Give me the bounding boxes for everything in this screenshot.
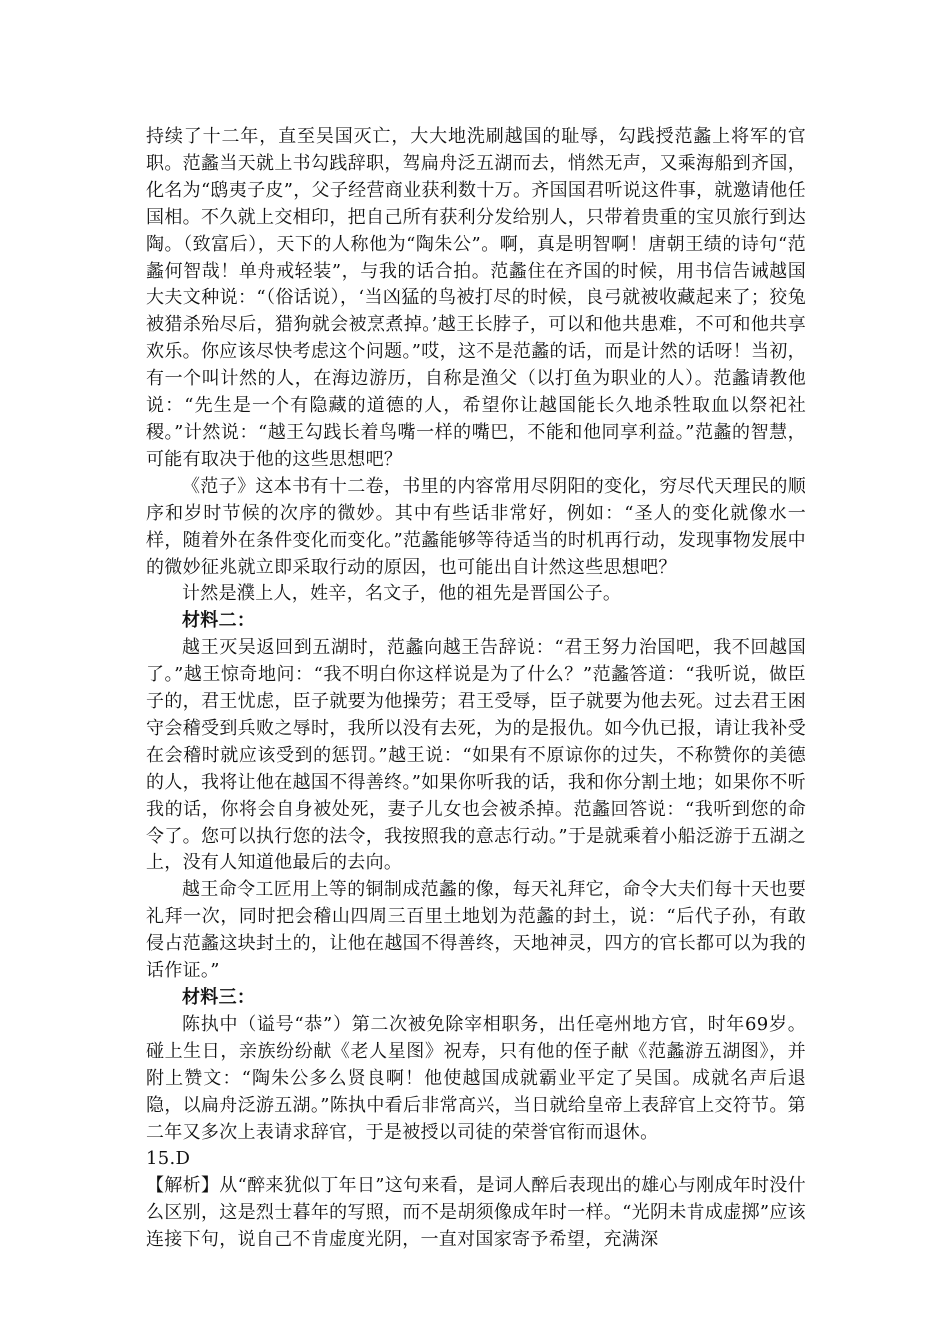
document-body (146, 124, 806, 1254)
material-two-heading: 材料二： (182, 610, 256, 632)
answer-label: 15.D (146, 1148, 191, 1170)
material-three-heading: 材料三： (182, 987, 256, 1008)
paragraph-jiran-origin: 计然是濮上人，姓辛，名文子，他的祖先是晋国公子。 (182, 583, 622, 605)
paragraph-fan-li-retirement: 持续了十二年，直至吴国灭亡，大大地洗刷越国的耻辱，勾践授范蠡上将军的官职。范蠡当天就上书勾践辞职，驾扁舟泛五湖而去，悄然无声，又乘海船到齐国，化名为“鸱夷子皮”，父子经营商业获利数十万。齐国国君听说这件事，就邀请他任国相。不久就上交相印，把自己所有获利分发给别人，只带着贵重的宝贝旅行到达陶。（致富后），天下的人称他为“陶朱公”。啊，真是明智啊！唐朝王绩的诗句“范蠡何智哉！单舟戒轻装”，与我的话合拍。范蠡住在齐国的时候，用书信告诫越国大夫文种说：“（俗话说），‘当凶猛的鸟被打尽的时候，良弓就被收藏起来了；狡兔被猎杀殆尽后，猎狗就会被烹煮掉。’越王长脖子，可以和他共患难，不可和他共享欢乐。你应该尽快考虑这个问题。”哎，这不是范蠡的话，而是计然的话呀！当初，有一个叫计然的人，在海边游历，自称是渔父（以打鱼为职业的人）。范蠡请教他说：“先生是一个有隐藏的道德的人，希望你让越国能长久地杀牲取血以祭祀社稷。”计然说：“越王勾践长着鸟嘴一样的嘴巴，不能和他同享利益。”范蠡的智慧，可能有取决于他的这些思想吧？ (146, 126, 806, 470)
paragraph-fanzi-book: 《范子》这本书有十二卷，书里的内容常用尽阴阳的变化，穷尽代天理民的顺序和岁时节候的次序的微妙。其中有些话非常好，例如：“圣人的变化就像水一样，随着外在条件变化而变化。”范蠡能够等待适当的时机再行动，发现事物发展中的微妙征兆就立即采取行动的原因，也可能出自计然这些思想吧？ (146, 475, 806, 578)
paragraph-chen-zhizhong: 陈执中（谥号“恭”）第二次被免除宰相职务，出任亳州地方官，时年69岁。碰上生日，亲族纷纷献《老人星图》祝寿，只有他的侄子献《范蠡游五湖图》，并附上赞文：“陶朱公多么贤良啊！他使越国成就霸业平定了吴国。成就名声后退隐，以扁舟泛游五湖。”陈执中看后非常高兴，当日就给皇帝上表辞官上交符节。第二年又多次上表请求辞官，于是被授以司徒的荣誉官衔而退休。 (146, 1013, 806, 1143)
paragraph-farewell: 越王灭吴返回到五湖时，范蠡向越王告辞说：“君王努力治国吧，我不回越国了。”越王惊奇地问：“我不明白你这样说是为了什么？”范蠡答道：“我听说，做臣子的，君王忧虑，臣子就要为他操劳；君王受辱，臣子就要为他去死。过去君王困守会稽受到兵败之辱时，我所以没有去死，为的是报仇。如今仇已报，请让我补受在会稽时就应该受到的惩罚。”越王说：“如果有不原谅你的过失，不称赞你的美德的人，我将让他在越国不得善终。”如果你听我的话，我和你分割土地；如果你不听我的话，你将会自身被处死，妻子儿女也会被杀掉。范蠡回答说：“我听到您的命令了。您可以执行您的法令，我按照我的意志行动。”于是就乘着小船泛游于五湖之上，没有人知道他最后的去向。 (146, 637, 806, 874)
analysis-paragraph: 【解析】从“醉来犹似丁年日”这句来看，是词人醉后表现出的雄心与刚成年时没什么区别，这是烈士暮年的写照，而不是胡须像成年时一样。“光阴未肯成虚掷”应该连接下句，说自己不肯虚度光阴，一直对国家寄予希望，充满深 (146, 1175, 806, 1251)
paragraph-bronze-statue: 越王命令工匠用上等的铜制成范蠡的像，每天礼拜它，命令大夫们每十天也要礼拜一次，同时把会稽山四周三百里土地划为范蠡的封土，说：“后代子孙，有敢侵占范蠡这块封土的，让他在越国不得善终，天地神灵，四方的官长都可以为我的话作证。” (146, 879, 806, 982)
